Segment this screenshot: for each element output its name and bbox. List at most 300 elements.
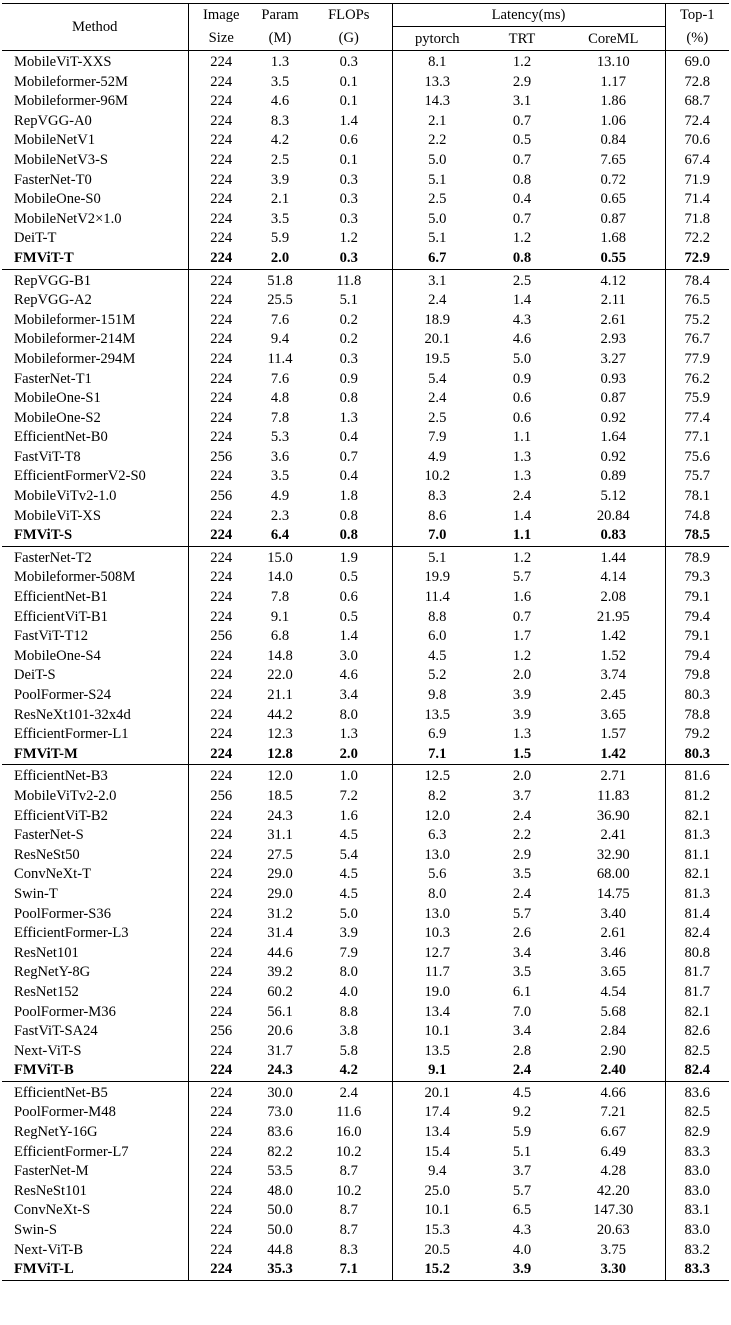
cell-param: 3.5 — [270, 210, 290, 227]
cell-method: Mobileformer-96M — [14, 93, 128, 110]
cell-latency-pytorch: 6.9 — [392, 725, 482, 745]
cell-latency-coreml: 3.65 — [600, 964, 627, 981]
cell-method: MobileViTv2-1.0 — [14, 488, 117, 505]
cell-param: 56.1 — [267, 1003, 293, 1020]
table-row — [2, 963, 729, 983]
cell-latency-trt: 1.1 — [512, 429, 532, 446]
cell-latency-pytorch: 7.0 — [392, 526, 482, 546]
cell-image-size: 224 — [188, 526, 254, 546]
cell-method: ConvNeXt-T — [14, 866, 92, 883]
cell-flops: 8.0 — [339, 964, 358, 981]
cell-flops: 0.4 — [339, 429, 358, 446]
cell-latency-pytorch: 13.5 — [392, 1042, 482, 1062]
cell-top1: 78.8 — [665, 706, 729, 726]
cell-top1: 76.2 — [665, 370, 729, 390]
cell-latency-coreml: 2.84 — [600, 1023, 627, 1040]
cell-image-size: 224 — [188, 807, 254, 827]
cell-param: 73.0 — [267, 1104, 293, 1121]
cell-latency-trt: 9.2 — [512, 1104, 532, 1121]
cell-top1: 77.1 — [665, 428, 729, 448]
cell-top1: 82.4 — [665, 924, 729, 944]
cell-latency-pytorch: 2.2 — [392, 131, 482, 151]
cell-latency-pytorch: 8.8 — [392, 608, 482, 628]
cell-latency-trt: 3.4 — [512, 944, 532, 961]
cell-method: FMViT-B — [14, 1062, 74, 1079]
cell-latency-coreml: 1.44 — [600, 549, 627, 566]
cell-param: 9.4 — [270, 331, 290, 348]
cell-param: 53.5 — [267, 1163, 293, 1180]
cell-method: EfficientFormer-L1 — [14, 726, 129, 743]
cell-top1: 70.6 — [665, 131, 729, 151]
cell-latency-pytorch: 2.4 — [392, 389, 482, 409]
cell-image-size: 224 — [188, 1042, 254, 1062]
table-row — [2, 112, 729, 132]
cell-param: 2.1 — [270, 191, 290, 208]
cell-image-size: 224 — [188, 686, 254, 706]
cell-latency-trt: 0.4 — [512, 191, 532, 208]
cell-method: FasterNet-S — [14, 827, 84, 844]
cell-latency-pytorch: 11.7 — [392, 963, 482, 983]
cell-flops: 8.3 — [339, 1241, 358, 1258]
cell-latency-pytorch: 25.0 — [392, 1182, 482, 1202]
cell-param: 39.2 — [267, 964, 293, 981]
cell-top1: 82.1 — [665, 807, 729, 827]
cell-top1: 81.2 — [665, 787, 729, 807]
cell-top1: 68.7 — [665, 92, 729, 112]
cell-method: FastViT-T8 — [14, 448, 81, 465]
cell-top1: 72.2 — [665, 229, 729, 249]
table-row — [2, 983, 729, 1003]
cell-latency-pytorch: 15.2 — [392, 1260, 482, 1280]
table-row — [2, 210, 729, 230]
cell-latency-trt: 1.3 — [512, 468, 532, 485]
cell-latency-trt: 4.0 — [512, 1241, 532, 1258]
table-header — [2, 4, 729, 51]
cell-image-size: 224 — [188, 291, 254, 311]
table-row — [2, 686, 729, 706]
cell-flops: 0.6 — [339, 132, 358, 149]
cell-latency-coreml: 2.71 — [600, 768, 627, 785]
cell-latency-pytorch: 13.4 — [392, 1123, 482, 1143]
table-row — [2, 51, 729, 73]
cell-top1: 83.0 — [665, 1162, 729, 1182]
cell-image-size: 224 — [188, 983, 254, 1003]
cell-top1: 79.8 — [665, 666, 729, 686]
cell-latency-trt: 3.9 — [512, 687, 532, 703]
cell-image-size: 224 — [188, 1162, 254, 1182]
cell-latency-pytorch: 8.6 — [392, 507, 482, 527]
cell-latency-trt: 2.4 — [512, 807, 532, 824]
cell-param: 44.8 — [267, 1241, 293, 1258]
cell-latency-pytorch: 10.3 — [392, 924, 482, 944]
cell-latency-trt: 3.5 — [512, 866, 532, 883]
cell-latency-pytorch: 13.3 — [392, 73, 482, 93]
cell-latency-trt: 0.7 — [512, 210, 532, 227]
cell-image-size: 224 — [188, 112, 254, 132]
cell-method: MobileOne-S4 — [14, 647, 101, 664]
cell-method: PoolFormer-M36 — [14, 1003, 116, 1020]
table-group — [2, 546, 729, 765]
cell-top1: 71.4 — [665, 190, 729, 210]
cell-param: 25.5 — [267, 292, 293, 309]
cell-param: 35.3 — [267, 1261, 293, 1278]
cell-latency-pytorch: 9.4 — [392, 1162, 482, 1182]
cell-top1: 82.1 — [665, 1003, 729, 1023]
cell-image-size: 224 — [188, 389, 254, 409]
cell-latency-pytorch: 6.7 — [392, 249, 482, 269]
cell-flops: 0.1 — [339, 73, 358, 90]
cell-image-size: 224 — [188, 568, 254, 588]
cell-method: ResNet101 — [14, 944, 79, 961]
cell-latency-trt: 1.2 — [512, 54, 532, 70]
cell-latency-pytorch: 18.9 — [392, 311, 482, 331]
cell-latency-pytorch: 12.7 — [392, 944, 482, 964]
cell-latency-coreml: 1.57 — [600, 726, 627, 743]
cell-latency-pytorch: 2.1 — [392, 112, 482, 132]
table-row — [2, 745, 729, 765]
cell-latency-coreml: 0.93 — [600, 370, 627, 387]
cell-image-size: 224 — [188, 92, 254, 112]
cell-latency-coreml: 6.67 — [600, 1124, 627, 1141]
cell-top1: 79.1 — [665, 588, 729, 608]
cell-image-size: 224 — [188, 885, 254, 905]
cell-latency-pytorch: 2.4 — [392, 291, 482, 311]
table-row — [2, 1003, 729, 1023]
cell-flops: 5.1 — [339, 292, 358, 309]
table-group — [2, 765, 729, 1082]
cell-flops: 3.4 — [339, 687, 358, 703]
table-row — [2, 229, 729, 249]
cell-flops: 8.7 — [339, 1163, 358, 1180]
cell-flops: 0.1 — [339, 93, 358, 110]
cell-param: 8.3 — [270, 112, 290, 129]
cell-latency-pytorch: 8.2 — [392, 787, 482, 807]
cell-image-size: 224 — [188, 765, 254, 787]
cell-param: 7.6 — [270, 370, 290, 387]
cell-method: FMViT-S — [14, 527, 73, 544]
table-row — [2, 885, 729, 905]
header-method: Method — [72, 19, 118, 35]
cell-latency-coreml: 2.11 — [600, 292, 626, 309]
cell-latency-coreml: 2.41 — [600, 827, 627, 844]
cell-latency-coreml: 4.54 — [600, 983, 627, 1000]
cell-image-size: 256 — [188, 448, 254, 468]
cell-param: 3.5 — [270, 468, 290, 485]
cell-latency-coreml: 3.74 — [600, 667, 627, 684]
cell-param: 1.3 — [270, 54, 290, 70]
header-pytorch: pytorch — [392, 27, 482, 51]
cell-latency-coreml: 0.87 — [600, 210, 627, 227]
cell-param: 31.1 — [267, 827, 293, 844]
table-row — [2, 1182, 729, 1202]
cell-flops: 8.8 — [339, 1003, 358, 1020]
cell-latency-trt: 5.9 — [512, 1124, 532, 1141]
header-image: Image — [188, 4, 254, 27]
cell-latency-coreml: 14.75 — [596, 885, 630, 902]
cell-flops: 5.0 — [339, 905, 358, 922]
cell-latency-trt: 3.5 — [512, 964, 532, 981]
cell-latency-pytorch: 7.1 — [392, 745, 482, 765]
cell-latency-pytorch: 11.4 — [392, 588, 482, 608]
cell-latency-coreml: 4.28 — [600, 1163, 627, 1180]
cell-top1: 82.9 — [665, 1123, 729, 1143]
cell-latency-trt: 0.7 — [512, 608, 532, 625]
cell-param: 12.3 — [267, 726, 293, 743]
cell-flops: 0.2 — [339, 331, 358, 348]
table-row — [2, 627, 729, 647]
table-row — [2, 787, 729, 807]
cell-top1: 80.8 — [665, 944, 729, 964]
cell-top1: 76.5 — [665, 291, 729, 311]
cell-latency-trt: 0.7 — [512, 112, 532, 129]
cell-latency-coreml: 5.12 — [600, 488, 627, 505]
cell-flops: 0.1 — [339, 151, 358, 168]
cell-latency-trt: 5.1 — [512, 1143, 532, 1160]
cell-flops: 7.1 — [339, 1261, 358, 1278]
table-row — [2, 706, 729, 726]
cell-param: 24.3 — [267, 807, 293, 824]
cell-param: 30.0 — [267, 1084, 293, 1101]
cell-method: EfficientFormer-L3 — [14, 925, 129, 942]
cell-flops: 0.3 — [339, 249, 358, 266]
cell-method: EfficientFormer-L7 — [14, 1143, 129, 1160]
cell-method: ResNet152 — [14, 983, 79, 1000]
cell-top1: 75.9 — [665, 389, 729, 409]
cell-param: 4.2 — [270, 132, 290, 149]
cell-latency-coreml: 2.61 — [600, 925, 627, 942]
cell-image-size: 224 — [188, 846, 254, 866]
cell-image-size: 224 — [188, 210, 254, 230]
cell-flops: 0.8 — [339, 527, 358, 544]
table-row — [2, 1260, 729, 1280]
cell-method: ResNeXt101-32x4d — [14, 706, 131, 723]
cell-method: PoolFormer-M48 — [14, 1104, 116, 1121]
cell-latency-trt: 4.3 — [512, 1222, 532, 1239]
table-row — [2, 291, 729, 311]
cell-latency-pytorch: 13.0 — [392, 846, 482, 866]
table-row — [2, 467, 729, 487]
cell-flops: 11.8 — [336, 272, 362, 289]
cell-image-size: 224 — [188, 647, 254, 667]
cell-flops: 0.3 — [339, 54, 358, 70]
cell-flops: 2.4 — [339, 1084, 358, 1101]
cell-method: FasterNet-T2 — [14, 549, 92, 566]
cell-image-size: 224 — [188, 1061, 254, 1081]
cell-flops: 0.4 — [339, 468, 358, 485]
table-row — [2, 1201, 729, 1221]
cell-latency-coreml: 0.65 — [600, 191, 627, 208]
table-row — [2, 865, 729, 885]
cell-latency-trt: 3.9 — [512, 706, 532, 723]
cell-image-size: 224 — [188, 865, 254, 885]
cell-method: Swin-S — [14, 1222, 57, 1239]
cell-image-size: 224 — [188, 171, 254, 191]
table-row — [2, 1022, 729, 1042]
table-row — [2, 1042, 729, 1062]
cell-latency-pytorch: 5.1 — [392, 546, 482, 568]
cell-latency-trt: 4.5 — [512, 1084, 532, 1101]
cell-top1: 81.7 — [665, 963, 729, 983]
cell-latency-pytorch: 8.3 — [392, 487, 482, 507]
cell-flops: 0.8 — [339, 507, 358, 524]
cell-param: 14.0 — [267, 569, 293, 586]
cell-latency-coreml: 0.83 — [600, 527, 627, 544]
cell-latency-trt: 4.6 — [512, 331, 532, 348]
table-row — [2, 330, 729, 350]
cell-image-size: 224 — [188, 1241, 254, 1261]
cell-method: RepVGG-A2 — [14, 292, 92, 309]
cell-method: Next-ViT-S — [14, 1042, 82, 1059]
cell-latency-pytorch: 10.1 — [392, 1201, 482, 1221]
cell-latency-coreml: 0.72 — [600, 171, 627, 188]
cell-method: FasterNet-T1 — [14, 370, 92, 387]
cell-flops: 0.6 — [339, 589, 358, 606]
cell-latency-coreml: 21.95 — [596, 608, 630, 625]
cell-image-size: 256 — [188, 487, 254, 507]
cell-latency-pytorch: 20.1 — [392, 330, 482, 350]
cell-top1: 83.3 — [665, 1260, 729, 1280]
cell-flops: 0.3 — [339, 171, 358, 188]
cell-top1: 75.7 — [665, 467, 729, 487]
cell-top1: 80.3 — [665, 686, 729, 706]
cell-flops: 1.3 — [339, 726, 358, 743]
cell-latency-pytorch: 13.5 — [392, 706, 482, 726]
cell-latency-trt: 7.0 — [512, 1003, 532, 1020]
cell-latency-trt: 1.2 — [512, 230, 532, 247]
cell-latency-trt: 2.0 — [512, 768, 532, 785]
table-row — [2, 1162, 729, 1182]
cell-image-size: 256 — [188, 627, 254, 647]
cell-image-size: 224 — [188, 350, 254, 370]
cell-latency-trt: 2.4 — [512, 885, 532, 902]
cell-param: 5.9 — [270, 230, 290, 247]
cell-param: 24.3 — [267, 1062, 293, 1079]
cell-method: MobileViTv2-2.0 — [14, 787, 117, 804]
cell-method: MobileViT-XXS — [14, 54, 112, 70]
table-row — [2, 924, 729, 944]
cell-latency-trt: 5.7 — [512, 1182, 532, 1199]
cell-latency-trt: 1.4 — [512, 292, 532, 309]
cell-latency-trt: 2.4 — [512, 1062, 532, 1079]
cell-image-size: 224 — [188, 131, 254, 151]
cell-param: 9.1 — [270, 608, 290, 625]
cell-image-size: 224 — [188, 249, 254, 269]
cell-flops: 8.0 — [339, 706, 358, 723]
cell-top1: 83.0 — [665, 1221, 729, 1241]
cell-top1: 72.8 — [665, 73, 729, 93]
cell-latency-pytorch: 13.0 — [392, 905, 482, 925]
header-param: Param — [261, 7, 299, 24]
cell-param: 50.0 — [267, 1202, 293, 1219]
table-row — [2, 269, 729, 291]
cell-method: Mobileformer-508M — [14, 569, 136, 586]
cell-image-size: 224 — [188, 963, 254, 983]
cell-latency-trt: 1.1 — [512, 527, 532, 544]
table-row — [2, 1103, 729, 1123]
cell-top1: 83.2 — [665, 1241, 729, 1261]
cell-top1: 83.1 — [665, 1201, 729, 1221]
table-row — [2, 487, 729, 507]
cell-image-size: 224 — [188, 1143, 254, 1163]
header-trt: TRT — [508, 30, 536, 47]
cell-latency-coreml: 11.83 — [597, 787, 630, 804]
cell-top1: 83.0 — [665, 1182, 729, 1202]
cell-method: DeiT-S — [14, 667, 56, 684]
cell-method: MobileNetV3-S — [14, 151, 109, 168]
cell-param: 29.0 — [267, 866, 293, 883]
results-table — [2, 3, 729, 1281]
cell-latency-trt: 1.6 — [512, 589, 532, 606]
cell-image-size: 256 — [188, 787, 254, 807]
cell-latency-coreml: 7.21 — [600, 1104, 627, 1121]
table-group — [2, 51, 729, 270]
cell-latency-coreml: 3.46 — [600, 944, 627, 961]
table-row — [2, 1081, 729, 1103]
cell-latency-coreml: 2.08 — [600, 589, 627, 606]
cell-method: Mobileformer-214M — [14, 331, 136, 348]
cell-method: FMViT-T — [14, 249, 74, 266]
cell-latency-coreml: 7.65 — [600, 151, 627, 168]
cell-latency-coreml: 1.86 — [600, 93, 627, 110]
cell-method: Next-ViT-B — [14, 1241, 84, 1258]
cell-param: 3.5 — [270, 73, 290, 90]
cell-latency-trt: 5.0 — [512, 350, 532, 367]
cell-image-size: 224 — [188, 725, 254, 745]
cell-method: MobileOne-S0 — [14, 191, 101, 208]
cell-flops: 10.2 — [335, 1143, 362, 1160]
cell-latency-trt: 1.3 — [512, 726, 532, 743]
cell-param: 12.8 — [267, 745, 293, 762]
cell-latency-trt: 0.7 — [512, 151, 532, 168]
cell-latency-coreml: 2.90 — [600, 1042, 627, 1059]
table-row — [2, 1143, 729, 1163]
cell-latency-pytorch: 19.0 — [392, 983, 482, 1003]
cell-image-size: 224 — [188, 1081, 254, 1103]
cell-latency-trt: 3.4 — [512, 1023, 532, 1040]
cell-param: 27.5 — [267, 846, 293, 863]
cell-latency-coreml: 2.45 — [600, 687, 627, 703]
cell-latency-trt: 3.7 — [512, 1163, 532, 1180]
cell-latency-coreml: 1.64 — [600, 429, 627, 446]
cell-top1: 77.9 — [665, 350, 729, 370]
cell-latency-coreml: 4.12 — [600, 272, 627, 289]
cell-param: 11.4 — [267, 350, 293, 367]
cell-param: 3.9 — [270, 171, 290, 188]
cell-flops: 4.5 — [339, 885, 358, 902]
table-row — [2, 507, 729, 527]
cell-image-size: 224 — [188, 1003, 254, 1023]
table-row — [2, 448, 729, 468]
cell-method: Mobileformer-294M — [14, 350, 136, 367]
cell-latency-trt: 5.7 — [512, 905, 532, 922]
cell-latency-coreml: 3.30 — [600, 1261, 627, 1278]
cell-param: 83.6 — [267, 1124, 293, 1141]
cell-latency-pytorch: 5.1 — [392, 171, 482, 191]
cell-method: DeiT-T — [14, 230, 57, 247]
cell-latency-coreml: 0.89 — [600, 468, 627, 485]
cell-latency-coreml: 4.14 — [600, 569, 627, 586]
table-row — [2, 725, 729, 745]
cell-method: Mobileformer-52M — [14, 73, 128, 90]
cell-param: 3.6 — [270, 448, 290, 465]
cell-image-size: 256 — [188, 1022, 254, 1042]
cell-latency-coreml: 1.42 — [600, 628, 627, 645]
cell-top1: 77.4 — [665, 409, 729, 429]
cell-flops: 0.3 — [339, 210, 358, 227]
cell-top1: 83.3 — [665, 1143, 729, 1163]
table-row — [2, 311, 729, 331]
cell-latency-pytorch: 15.3 — [392, 1221, 482, 1241]
